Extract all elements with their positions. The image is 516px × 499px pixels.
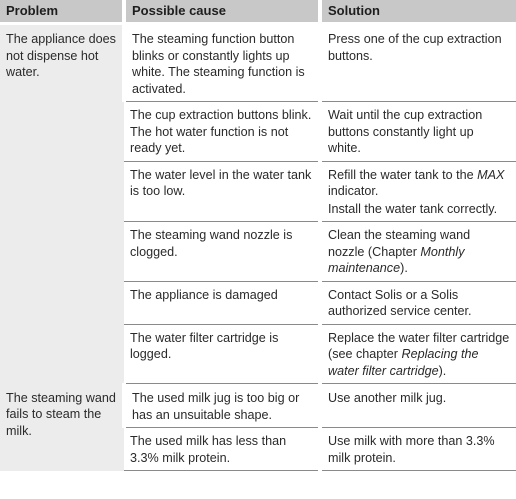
- possible-cause-cell: The appliance is damaged: [124, 281, 320, 324]
- solution-text: ).: [400, 261, 408, 275]
- solution-line: [328, 107, 510, 157]
- header-solution: Solution: [320, 0, 516, 24]
- possible-cause-cell: The used milk jug is too big or has an unsuitable shape.: [124, 384, 320, 428]
- solution-reference-text: Monthly maintenance: [328, 244, 465, 275]
- problem-cell: The steaming wand fails to steam the milk.: [0, 384, 124, 471]
- solution-text: ).: [438, 363, 447, 378]
- solution-cell: [320, 428, 516, 471]
- table-body: [0, 24, 516, 471]
- solution-text: Use another milk jug.: [328, 391, 447, 405]
- solution-line: [328, 227, 510, 277]
- possible-cause-cell: The steaming wand nozzle is clogged.: [124, 222, 320, 282]
- solution-text: Refill the water tank to the: [328, 167, 478, 182]
- solution-line: [328, 330, 510, 380]
- solution-line: [328, 167, 510, 200]
- table-row: [0, 24, 516, 102]
- table-row: [0, 384, 516, 428]
- solution-text: Install the water tank correctly.: [328, 201, 498, 216]
- solution-line: [328, 201, 510, 218]
- solution-line: [328, 390, 510, 407]
- possible-cause-cell: The steaming function button blinks or constantly lights up white. The steaming function is activated.: [124, 24, 320, 102]
- solution-cell: [320, 384, 516, 428]
- solution-text: Use milk with more than 3.3% milk protein.: [328, 434, 495, 465]
- solution-line: [328, 287, 510, 320]
- possible-cause-cell: The used milk has less than 3.3% milk protein.: [124, 428, 320, 471]
- solution-reference-text: Replacing the water filter cartridge: [328, 347, 479, 378]
- problem-cell: The appliance does not dispense hot water.: [0, 24, 124, 384]
- solution-line: [328, 31, 510, 64]
- solution-text: Clean the steaming wand nozzle (Chapter: [328, 228, 471, 259]
- solution-line: [328, 433, 510, 466]
- solution-reference-text: MAX: [477, 167, 505, 182]
- solution-cell: [320, 324, 516, 384]
- possible-cause-cell: The cup extraction buttons blink. The hot water function is not ready yet.: [124, 102, 320, 162]
- possible-cause-cell: The water level in the water tank is too low.: [124, 161, 320, 222]
- solution-text: Contact Solis or a Solis authorized service center.: [328, 287, 472, 318]
- solution-cell: [320, 222, 516, 282]
- header-possible-cause: Possible cause: [124, 0, 320, 24]
- solution-cell: [320, 281, 516, 324]
- solution-cell: [320, 24, 516, 102]
- header-problem: Problem: [0, 0, 124, 24]
- solution-text: Press one of the cup extraction buttons.: [328, 32, 502, 63]
- solution-cell: [320, 161, 516, 222]
- solution-text: Wait until the cup extraction buttons constantly light up white.: [328, 108, 483, 155]
- solution-cell: [320, 102, 516, 162]
- table-header-row: [0, 0, 516, 24]
- solution-text: Replace the water filter cartridge (see chapter: [328, 330, 510, 361]
- solution-text: indicator.: [328, 184, 379, 198]
- possible-cause-cell: The water filter cartridge is logged.: [124, 324, 320, 384]
